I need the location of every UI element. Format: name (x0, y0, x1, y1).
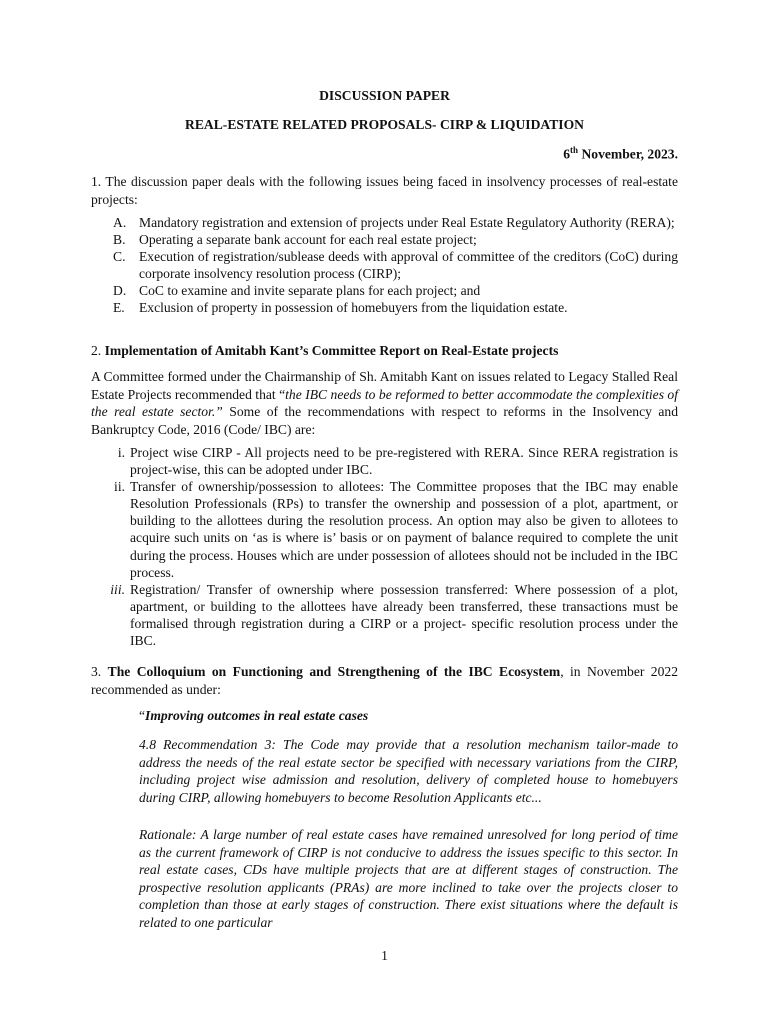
section-2-text-b: Some of the recommendations with respect to reforms in the Insolvency and Bankruptcy Code, 2016 (Code/ IBC) are: (91, 404, 678, 437)
issues-list (91, 214, 678, 317)
list-item-text: Project wise CIRP - All projects need to be pre-registered with RERA. Since RERA registration is project-wise, this can be adopted under IBC. (130, 445, 678, 478)
quote-open-mark: “ (139, 708, 146, 723)
quote-heading (139, 707, 678, 725)
list-item (91, 478, 678, 581)
list-marker: B. (113, 232, 126, 248)
date-day: 6 (563, 146, 571, 162)
list-item (91, 214, 678, 231)
page-number: 1 (381, 948, 388, 963)
section-1-intro: 1. The discussion paper deals with the following issues being faced in insolvency processes of real-estate projects: (91, 174, 678, 207)
section-2-quote: the IBC needs to be reformed to better accommodate the complexities of the real estate sector.” (91, 386, 678, 420)
section-3-paragraph (91, 663, 678, 698)
list-item-text: Execution of registration/sublease deeds with approval of committee of the creditors (CoC) during corporate insolvency resolution process (CIRP); (139, 249, 678, 282)
rationale-quote: Rationale: A large number of real estate cases have remained unresolved for long period of time as the current framework of CIRP is not conducive to address the issues specific to this sector. In real estate cases, CDs have multiple projects that are at different stages of construction. The prospective resolution applicants (PRAs) are more inclined to take over the projects closer to completion than those at early stages of construction. There exist situations where the default is related to one particular (139, 827, 678, 930)
list-marker: ii. (114, 479, 125, 495)
section-2-text-a: A Committee formed under the Chairmanship of Sh. Amitabh Kant on issues related to Legacy Stalled Real Estate Projects recommended that “ (91, 369, 678, 402)
section-3-heading: The Colloquium on Functioning and Strengthening of the IBC Ecosystem (107, 664, 561, 679)
section-2-heading-text: Implementation of Amitabh Kant’s Committee Report on Real-Estate projects (104, 343, 559, 358)
document-date (563, 145, 678, 163)
date-suffix: th (570, 145, 579, 155)
section-2-heading (91, 342, 678, 360)
list-item (91, 581, 678, 649)
list-marker: A. (113, 215, 127, 230)
list-item-text: Mandatory registration and extension of projects under Real Estate Regulatory Authority (RERA); (139, 215, 675, 230)
list-marker: iii. (110, 581, 125, 597)
list-item (91, 282, 678, 299)
list-item-text: Registration/ Transfer of ownership where possession transferred: Where possession of a plot, apartment, or building to the allottees have already been transferred, these transactions must be formalised through registration during a CIRP or a project- specific resolution process under the IBC. (130, 581, 678, 649)
date-rest: November, 2023. (578, 146, 678, 162)
document-subtitle: REAL-ESTATE RELATED PROPOSALS- CIRP & LIQUIDATION (185, 117, 584, 132)
list-item (91, 248, 678, 282)
section-2-number: 2. (91, 343, 105, 358)
list-marker: E. (113, 300, 125, 316)
list-item (91, 299, 678, 316)
section-3-rest: , in November 2022 recommended as under: (91, 664, 678, 697)
recommendation-quote: 4.8 Recommendation 3: The Code may provide that a resolution mechanism tailor-made to address the needs of the real estate sector be specified with necessary variations from the CIRP, including project wise admission and resolution, delivery of completed house to homebuyers during CIRP, allowing homebuyers to become Resolution Applicants etc... (139, 737, 678, 805)
section-3-number: 3. (91, 664, 108, 679)
list-marker: i. (117, 445, 125, 460)
document-title: DISCUSSION PAPER (319, 88, 450, 103)
document-page (91, 0, 678, 1024)
section-2-paragraph (91, 368, 678, 438)
list-item-text: Transfer of ownership/possession to allotees: The Committee proposes that the IBC may enable Resolution Professionals (RPs) to transfer the ownership and possession of a plot, apartment, or building to the allottees during the resolution process. An option may also be given to allotees to acquire such units on ‘as is where is’ basis or on payment of balance required to complete the unit during the process. Houses which are under possession of allotees should not be included in the IBC process. (130, 479, 678, 580)
list-item (91, 231, 678, 248)
list-item-text: CoC to examine and invite separate plans for each project; and (139, 283, 481, 299)
list-marker: C. (113, 249, 126, 265)
recommendations-list (91, 444, 678, 649)
list-item (91, 444, 678, 478)
list-item-text: Operating a separate bank account for each real estate project; (139, 232, 477, 248)
quote-heading-text: Improving outcomes in real estate cases (145, 708, 369, 723)
list-item-text: Exclusion of property in possession of homebuyers from the liquidation estate. (139, 300, 568, 316)
list-marker: D. (113, 283, 127, 299)
